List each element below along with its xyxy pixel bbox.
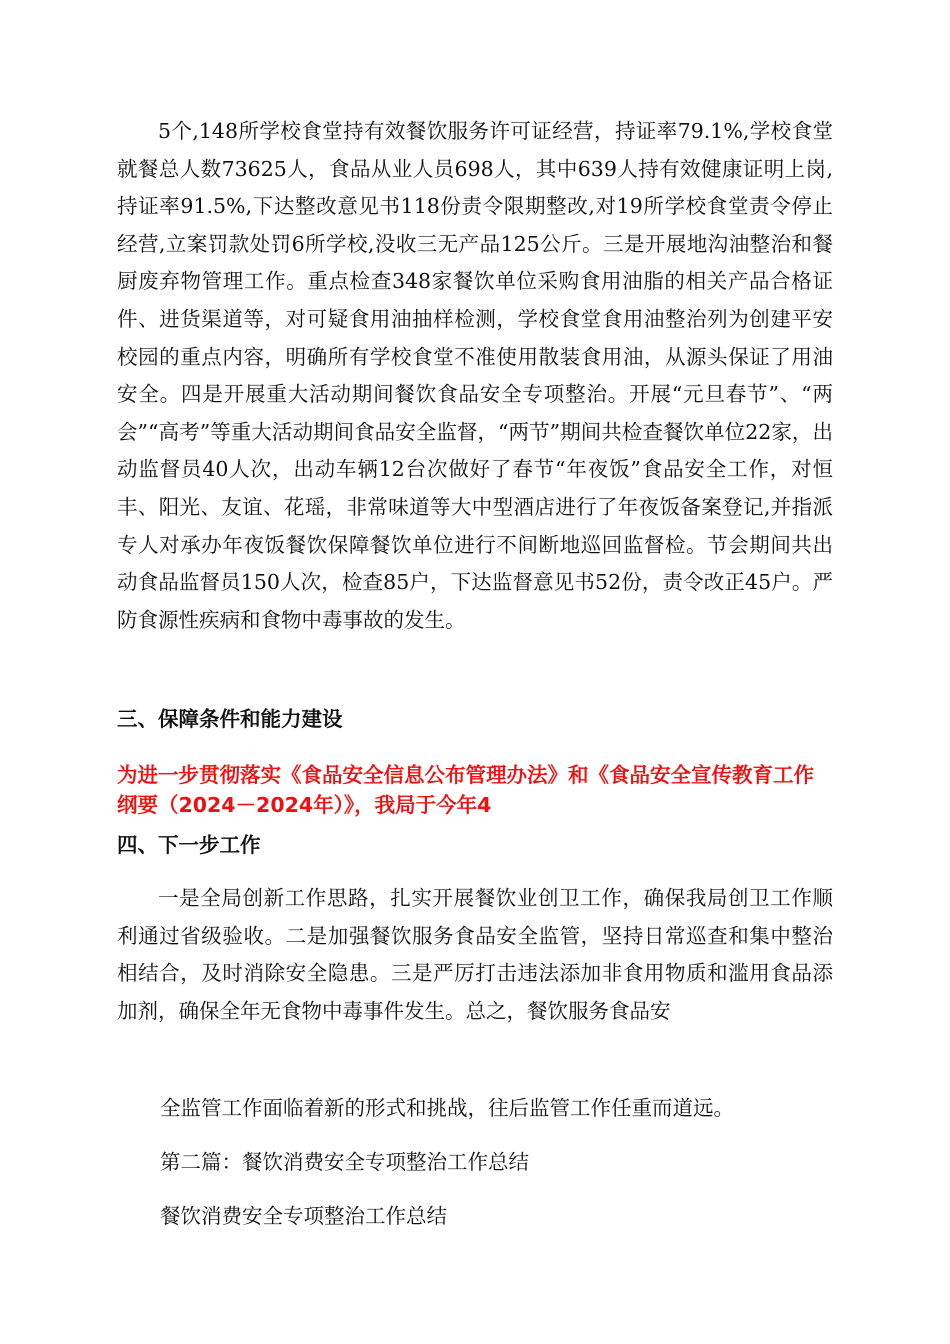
second-article-title: 第二篇：餐饮消费安全专项整治工作总结 <box>160 1150 529 1174</box>
section-heading-support-conditions: 三、保障条件和能力建设 <box>117 707 343 731</box>
body-line-continued: 全监管工作面临着新的形式和挑战，往后监管工作任重而道远。 <box>160 1096 734 1120</box>
highlighted-red-paragraph: 为进一步贯彻落实《食品安全信息公布管理办法》和《食品安全宣传教育工作纲要（2024－2024年）》，我局于今年4 <box>117 763 814 817</box>
body-paragraph-food-safety-inspections: 5个,148所学校食堂持有效餐饮服务许可证经营，持证率79.1%,学校食堂就餐总人数73625人，食品从业人员698人，其中639人持有效健康证明上岗,持证率91.5%,下达整改意见书118份责令限期整改,对19所学校食堂责令停止经营,立案罚款处罚6所学校,没收三无产品125公斤。三是开展地沟油整治和餐厨废弃物管理工作。重点检查348家餐饮单位采购食用油脂的相关产品合格证件、进货渠道等，对可疑食用油抽样检测，学校食堂食用油整治列为创建平安校园的重点内容，明确所有学校食堂不准使用散装食用油，从源头保证了用油安全。四是开展重大活动期间餐饮食品安全专项整治。开展“元旦春节”、“两会”“高考”等重大活动期间食品安全监督，“两节”期间共检查餐饮单位22家，出动监督员40人次，出动车辆12台次做好了春节“年夜饭”食品安全工作，对恒丰、阳光、友谊、花瑶，非常味道等大中型酒店进行了年夜饭备案登记,并指派专人对承办年夜饭餐饮保障餐饮单位进行不间断地巡回监督检。节会期间共出动食品监督员150人次，检查85户，下达监督意见书52份，责令改正45户。严防食源性疾病和食物中毒事故的发生。 <box>117 119 833 632</box>
second-article-subtitle: 餐饮消费安全专项整治工作总结 <box>160 1204 447 1228</box>
section-heading-next-steps: 四、下一步工作 <box>117 833 261 857</box>
body-paragraph-next-steps: 一是全局创新工作思路，扎实开展餐饮业创卫工作，确保我局创卫工作顺利通过省级验收。二是加强餐饮服务食品安全监管，坚持日常巡查和集中整治相结合，及时消除安全隐患。三是严厉打击违法添加非食用物质和滥用食品添加剂，确保全年无食物中毒事件发生。总之，餐饮服务食品安 <box>117 886 833 1023</box>
